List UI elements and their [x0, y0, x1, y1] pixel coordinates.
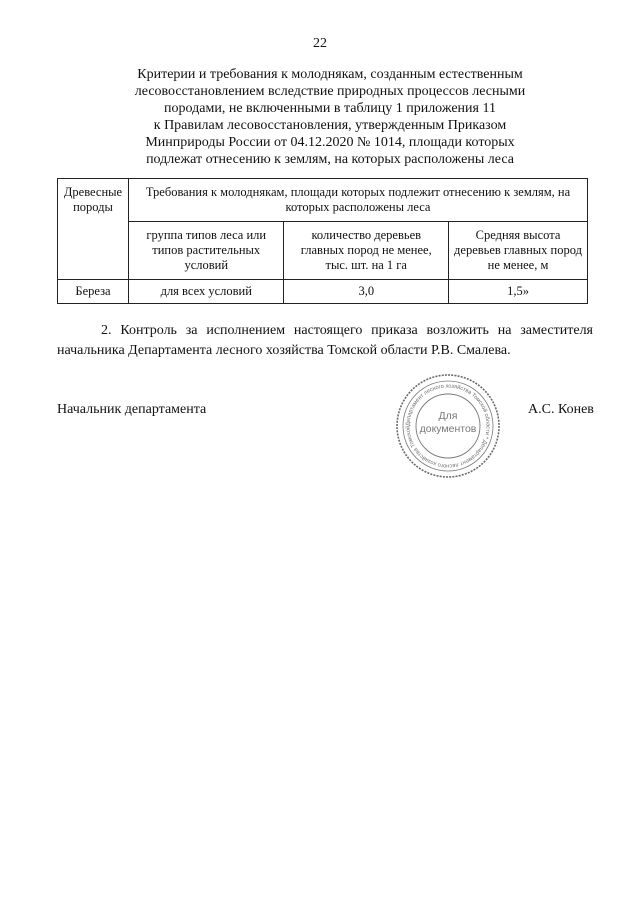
header-requirements: Требования к молоднякам, площади которых подлежит отнесению к землям, на которых расположены леса: [129, 179, 588, 222]
stamp-line: Для: [438, 410, 458, 422]
cell-species: Береза: [58, 280, 129, 304]
paragraph-line: начальника Департамента лесного хозяйства Томской области Р.В. Смалева.: [57, 343, 511, 358]
signatory-name: А.С. Конев: [528, 402, 594, 417]
page-number: 22: [313, 36, 327, 51]
stamp-center-text: [395, 410, 501, 436]
table-subheader-row: [58, 222, 588, 280]
subheader-forest-types: группа типов леса или типов растительных условий: [129, 222, 284, 280]
signatory-title: Начальник департамента: [57, 402, 207, 417]
control-paragraph: [57, 321, 593, 361]
paragraph-line: 2. Контроль за исполнением настоящего приказа возложить на заместителя: [101, 323, 593, 338]
title-line: породами, не включенными в таблицу 1 приложения 11: [164, 101, 496, 116]
subheader-tree-count: количество деревьев главных пород не менее, тыс. шт. на 1 га: [284, 222, 449, 280]
header-species: Древесные породы: [58, 179, 129, 280]
cell-trees: 3,0: [284, 280, 449, 304]
table-header-row: [58, 179, 588, 222]
title-line: подлежат отнесению к землям, на которых расположены леса: [146, 152, 514, 167]
title-line: Минприроды России от 04.12.2020 № 1014, площади которых: [145, 135, 515, 150]
title-line: лесовосстановлением вследствие природных процессов лесными: [134, 84, 526, 99]
stamp-line: документов: [419, 423, 477, 435]
subheader-height: Средняя высота деревьев главных пород не менее, м: [449, 222, 588, 280]
table-row: [58, 280, 588, 304]
title-line: к Правилам лесовосстановления, утвержденным Приказом: [153, 118, 507, 133]
cell-conditions: для всех условий: [129, 280, 284, 304]
cell-height: 1,5»: [449, 280, 588, 304]
title-line: Критерии и требования к молоднякам, созданным естественным: [137, 67, 523, 82]
requirements-table: [57, 178, 588, 304]
stamp-ring-text: Департамент лесного хозяйства Томской области * Департамент лесного хозяйства Томской: [405, 383, 491, 469]
document-title: [120, 66, 540, 168]
